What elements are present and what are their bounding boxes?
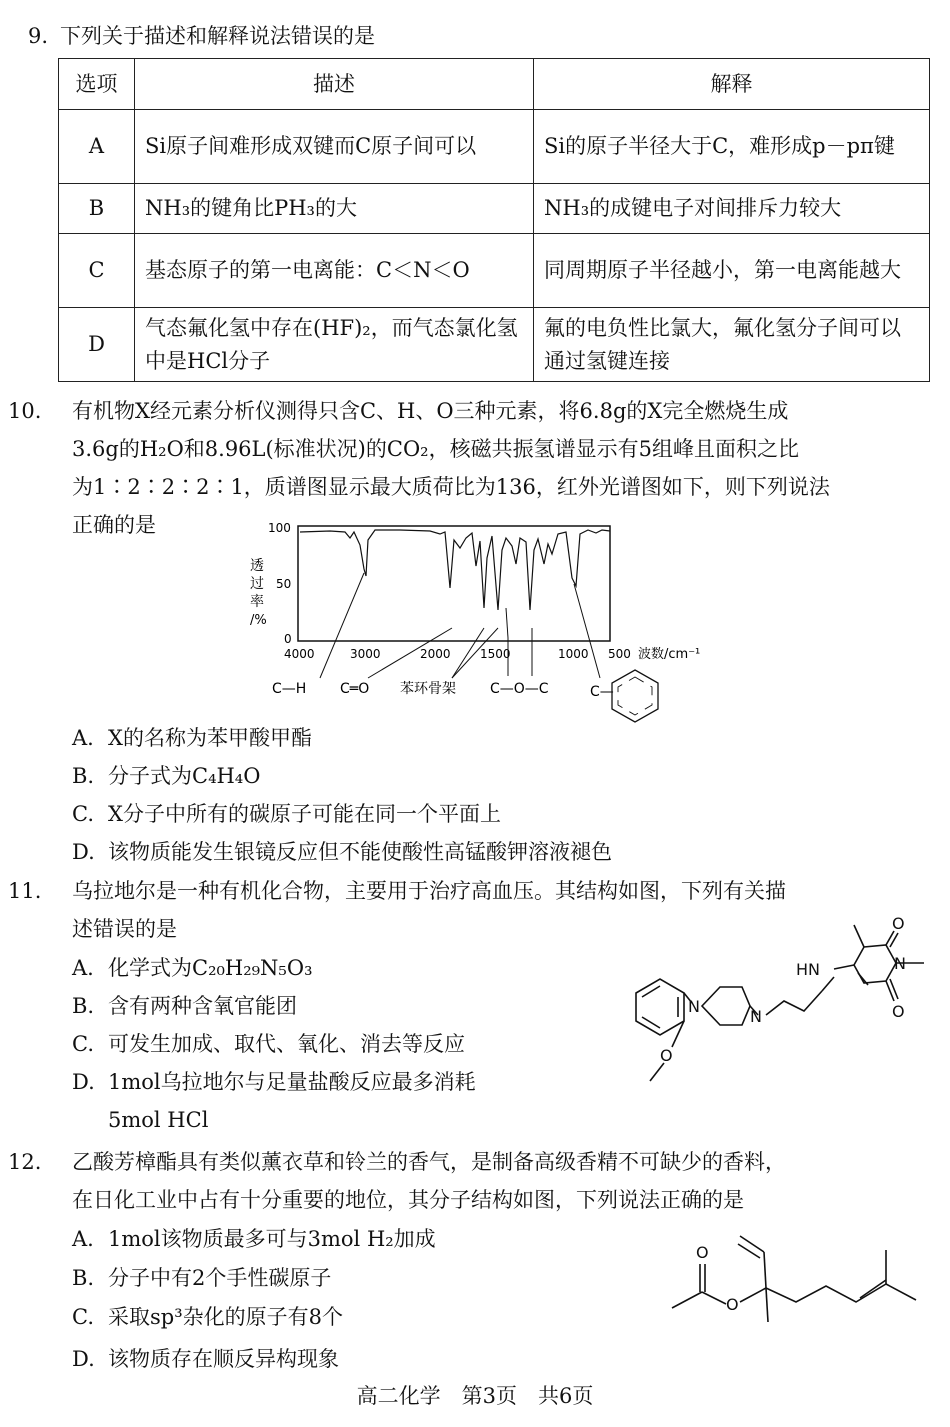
option-d[interactable] [72,1343,339,1376]
table-row [59,234,930,308]
ylabel-char: 率 [250,594,264,610]
ir-spectrum-figure [240,518,730,723]
bond [650,1063,664,1081]
annotation-line [574,584,600,678]
atom-label-hn: HN [796,960,820,979]
bond [740,1288,766,1302]
option-label: C. [72,802,94,826]
annotation-label: C═O [340,681,370,697]
option-d[interactable] [72,836,612,869]
double-bond [738,1244,760,1258]
row-explanation: 同周期原子半径越小，第一电离能越大 [534,234,930,308]
annotation-label: 苯环骨架 [400,681,456,697]
header-option: 选项 [59,59,135,110]
answer-table [58,58,930,382]
option-b[interactable] [72,1262,331,1295]
page-footer: 高二化学 第3页 共6页 [356,1384,594,1408]
xtick-label: 1000 [558,647,589,661]
option-b[interactable] [72,990,297,1023]
option-text: X分子中所有的碳原子可能在同一个平面上 [108,802,501,826]
option-c[interactable] [72,798,501,831]
question-number: 10. [8,399,42,423]
option-text: 该物质能发生银镜反应但不能使酸性高锰酸钾溶液褪色 [108,840,612,864]
piperazine-ring [702,987,750,1025]
row-option: B [59,184,135,234]
bond [672,1292,702,1308]
option-b[interactable] [72,760,260,793]
urapidil-structure [606,905,936,1085]
question-number: 11. [8,879,42,903]
row-option: A [59,110,135,184]
table-header-row [59,59,930,110]
row-option: C [59,234,135,308]
row-option: D [59,308,135,382]
option-label: C. [72,1032,94,1056]
linalyl-acetate-structure [664,1222,944,1332]
propyl-chain [766,991,822,1015]
atom-label-o: O [892,914,905,933]
option-text: 含有两种含氧官能团 [108,994,297,1018]
bond [702,1292,726,1304]
option-label: D. [72,1070,95,1094]
atom-label-n: N [750,1007,762,1026]
option-text: 1mol乌拉地尔与足量盐酸反应最多消耗 [108,1070,476,1094]
option-text: 1mol该物质最多可与3mol H₂加成 [108,1227,436,1251]
option-label: A. [72,956,94,980]
pyrimidine-ring [854,945,896,983]
double-bond [858,973,868,985]
xtick-label: 3000 [350,647,381,661]
xtick-label: 4000 [284,647,315,661]
option-text: 采取sp³杂化的原子有8个 [108,1305,343,1329]
xtick-label: 2000 [420,647,451,661]
atom-label-n: N [688,997,700,1016]
bond [854,925,864,947]
row-description: NH₃的键角比PH₃的大 [135,184,534,234]
option-text: 分子式为C₄H₄O [108,764,261,788]
question-stem-line: 乌拉地尔是一种有机化合物，主要用于治疗高血压。其结构如图，下列有关描 [72,879,786,903]
option-label: A. [72,1227,94,1251]
atom-label-o: O [726,1295,739,1314]
atom-label-o: O [892,1002,905,1021]
spectrum-trace [300,530,610,610]
bond [764,1252,766,1288]
bond [740,1236,764,1252]
option-text: 可发生加成、取代、氧化、消去等反应 [108,1032,465,1056]
question-stem-line: 为1∶2∶2∶2∶1，质谱图显示最大质荷比为136，红外光谱图如下，则下列说法 [72,475,830,499]
atom-label-o: O [696,1243,709,1262]
option-text: X的名称为苯甲酸甲酯 [108,726,312,750]
option-d[interactable] [72,1066,476,1099]
option-c[interactable] [72,1301,343,1334]
question-stem-line: 有机物X经元素分析仪测得只含C、H、O三种元素，将6.8g的X完全燃烧生成 [72,399,789,423]
row-description: Si原子间难形成双键而C原子间可以 [135,110,534,184]
option-text: 分子中有2个手性碳原子 [108,1266,332,1290]
question-stem-line: 乙酸芳樟酯具有类似薰衣草和铃兰的香气，是制备高级香精不可缺少的香料， [72,1150,786,1174]
row-explanation: Si的原子半径大于C，难形成p－pπ键 [534,110,930,184]
bond [822,977,834,991]
table-row [59,184,930,234]
bond [766,1288,768,1322]
ytick-label: 0 [284,632,292,646]
benzene-inner-ring [618,677,652,715]
table-row [59,110,930,184]
ylabel-char: /% [250,613,267,628]
question-stem-line: 正确的是 [72,513,156,537]
row-explanation: NH₃的成键电子对间排斥力较大 [534,184,930,234]
annotation-line [320,573,364,678]
question-stem: 下列关于描述和解释说法错误的是 [60,24,375,48]
question-stem-line: 述错误的是 [72,917,177,941]
bond [886,1284,916,1300]
option-label: B. [72,994,95,1018]
option-text: 化学式为C₂₀H₂₉N₅O₃ [108,956,313,980]
option-label: D. [72,1347,95,1371]
annotation-line [506,608,508,638]
ytick-label: 50 [276,577,292,591]
ylabel-char: 透 [250,558,264,574]
xtick-label: 1500 [480,647,511,661]
bond [834,965,854,969]
option-label: D. [72,840,95,864]
question-number: 9. [28,24,49,48]
double-bond [860,1280,886,1298]
atom-label-n: N [894,954,906,973]
table-row [59,308,930,382]
row-description: 气态氟化氢中存在(HF)₂，而气态氯化氢中是HCl分子 [135,308,534,382]
question-number: 12. [8,1150,42,1174]
question-stem-line: 3.6g的H₂O和8.96L(标准状况)的CO₂，核磁共振氢谱显示有5组峰且面积之比 [72,437,799,461]
option-d-continuation: 5mol HCl [108,1108,209,1132]
xaxis-label: 波数/cm⁻¹ [638,647,701,662]
row-description: 基态原子的第一电离能：C＜N＜O [135,234,534,308]
question-stem-line: 在日化工业中占有十分重要的地位，其分子结构如图，下列说法正确的是 [72,1188,744,1212]
annotation-label: C—O—C [490,681,549,697]
option-text: 该物质存在顺反异构现象 [108,1347,339,1371]
atom-label-o: O [660,1046,673,1065]
option-label: B. [72,1266,95,1290]
option-label: A. [72,726,94,750]
option-c[interactable] [72,1028,465,1061]
annotation-label: C— [590,684,614,700]
xtick-label: 500 [608,647,631,661]
header-description: 描述 [135,59,534,110]
benzene-ring [636,979,684,1035]
option-a[interactable] [72,722,312,755]
option-a[interactable] [72,952,312,985]
benzene-ring [612,670,658,722]
row-explanation: 氟的电负性比氯大，氟化氢分子间可以通过氢键连接 [534,308,930,382]
option-a[interactable] [72,1223,436,1256]
annotation-label: C—H [272,681,307,697]
option-label: B. [72,764,95,788]
ylabel-char: 过 [250,576,264,592]
ytick-label: 100 [268,521,291,535]
option-label: C. [72,1305,94,1329]
header-explanation: 解释 [534,59,930,110]
